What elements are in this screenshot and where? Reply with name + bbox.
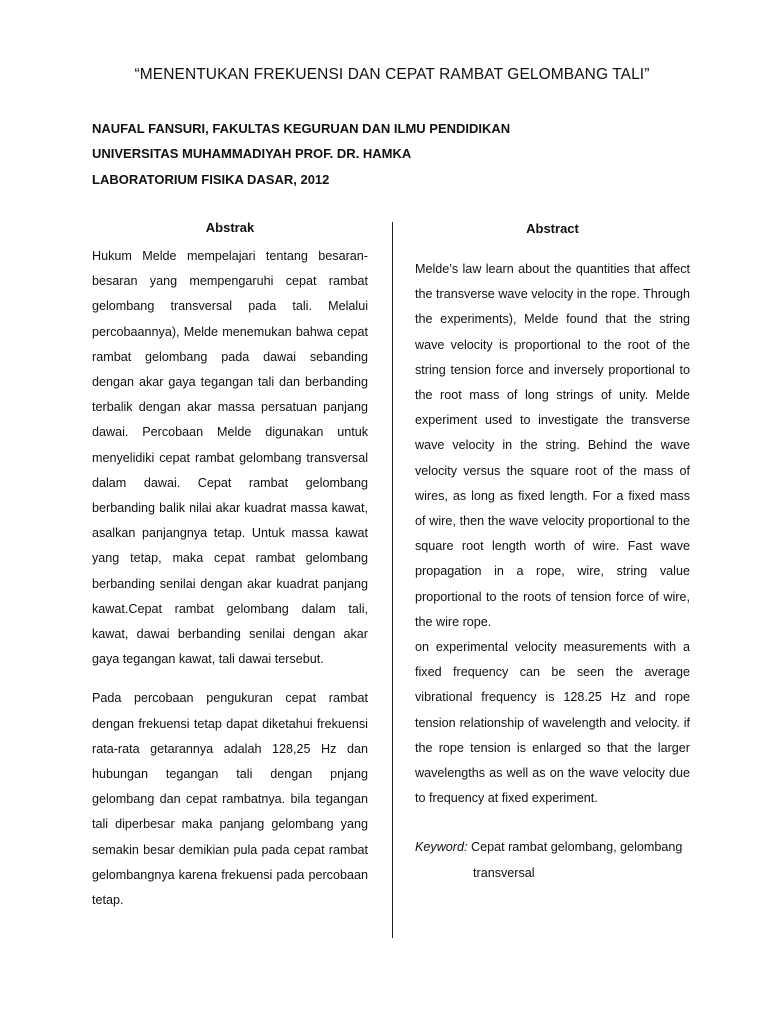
author-line-1: NAUFAL FANSURI, FAKULTAS KEGURUAN DAN ILMU PENDIDIKAN [92,121,511,136]
abstract-paragraph-1: Melde’s law learn about the quantities that affect the transverse wave velocity in the rope. Through the experiments), Melde found that the string wave velocity is proportional to the root of the string tension force and inversely proportional to the root mass of long strings of unity. Melde experiment used to investigate the transverse wave velocity in the string. Behind the wave velocity versus the square root of the mass of wires, as long as fixed length. For a fixed mass of wire, then the wave velocity proportional to the square root length worth of wire. Fast wave propagation in a rope, wire, string value proportional to the roots of tension force of wire, the wire rope. [415,262,690,629]
keyword-text-line-2: transversal [473,865,535,880]
abstract-column [415,219,690,886]
paper-title: “MENENTUKAN FREKUENSI DAN CEPAT RAMBAT GELOMBANG TALI” [134,66,650,83]
column-divider [392,222,393,938]
keyword-label: Keyword: [415,840,468,855]
keywords [415,835,690,885]
author-line-2: UNIVERSITAS MUHAMMADIYAH PROF. DR. HAMKA [92,146,412,161]
author-line-3: LABORATORIUM FISIKA DASAR, 2012 [92,172,330,187]
abstrak-paragraph-2: Pada percobaan pengukuran cepat rambat dengan frekuensi tetap dapat diketahui frekuensi rata-rata getarannya adalah 128,25 Hz dan hubungan tegangan tali dengan pnjang gelombang dan cepat rambatnya. bila tegangan tali diperbesar maka panjang gelombang yang semakin besar demikian pula pada cepat rambat gelombangnya karena frekuensi pada percobaan tetap. [92,691,368,908]
abstract-paragraph-2: on experimental velocity measurements with a fixed frequency can be seen the average vibrational frequency is 128.25 Hz and rope tension relationship of wavelength and velocity. if the rope tension is enlarged so that the larger wavelengths as well as on the wave velocity due to frequency at fixed experiment. [415,640,690,806]
abstrak-heading: Abstrak [205,220,255,235]
abstract-heading: Abstract [526,221,579,236]
abstrak-column [92,218,368,913]
keyword-text-line-1: Cepat rambat gelombang, gelombang [471,840,683,855]
abstrak-paragraph-1: Hukum Melde mempelajari tentang besaran-besaran yang mempengaruhi cepat rambat gelombang transversal pada tali. Melalui percobaannya), Melde menemukan bahwa cepat rambat gelombang pada dawai sebanding dengan akar gaya tegangan tali dan berbanding terbalik dengan akar massa persatuan panjang dawai. Percobaan Melde digunakan untuk menyelidiki cepat rambat gelombang transversal dalam dawai. Cepat rambat gelombang berbanding balik nilai akar kuadrat massa kawat, asalkan panjangnya tetap. Untuk massa kawat yang tetap, maka cepat rambat gelombang berbanding senilai dengan akar kuadrat panjang kawat.Cepat rambat gelombang dalam tali, kawat, dawai berbanding senilai dengan akar gaya tegangan kawat, tali dawai tersebut. [92,249,368,667]
